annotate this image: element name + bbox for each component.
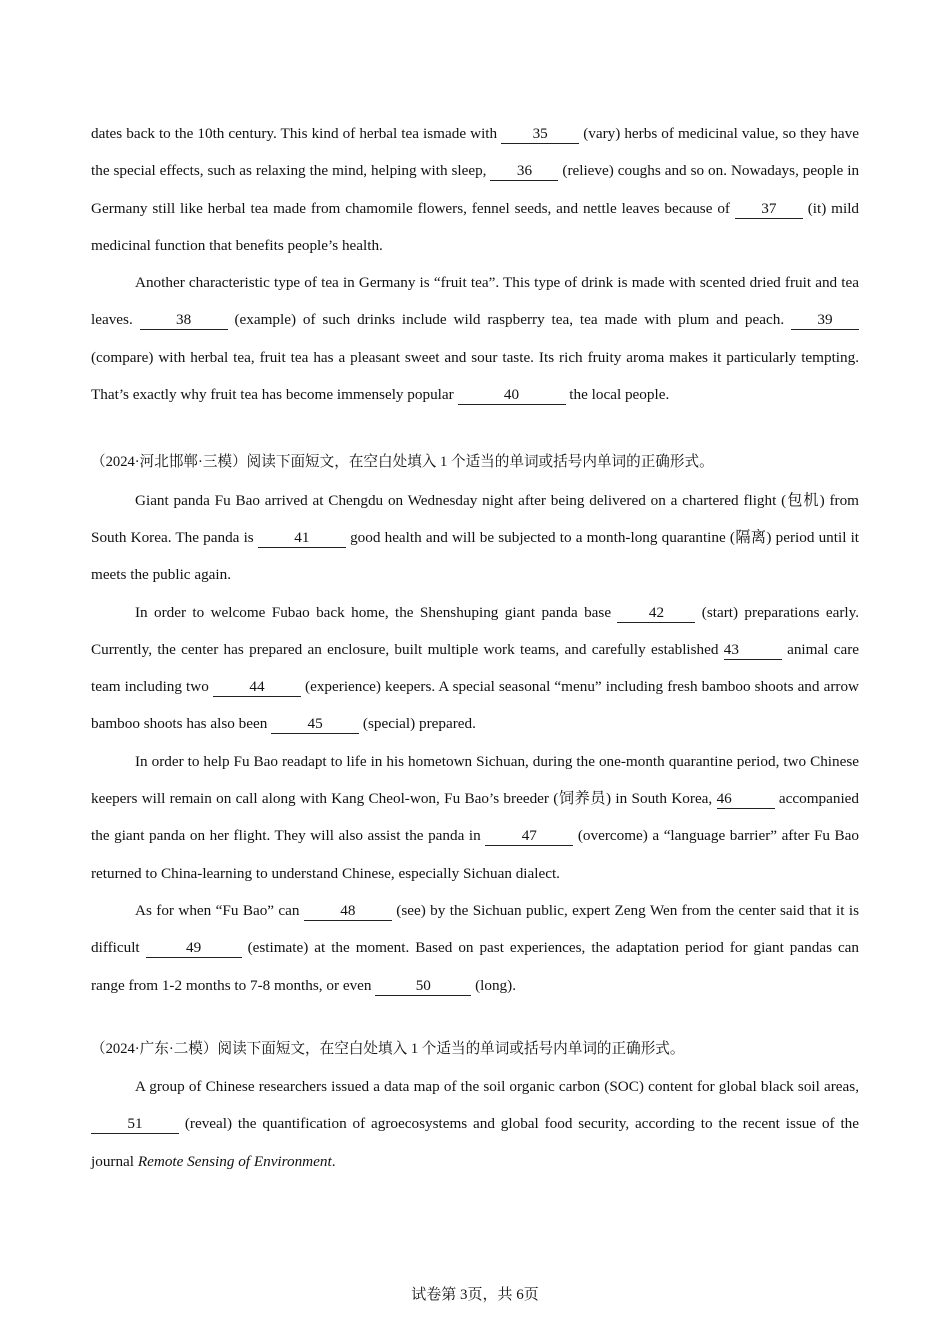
blank-36[interactable]: 36 (490, 162, 558, 181)
blank-49[interactable]: 49 (146, 939, 242, 958)
text: accompanied the giant panda on her flight. They will also assist the panda in (91, 790, 860, 845)
text: In order to help Fu Bao readapt to life in his hometown Sichuan, during the one-month quarantine period, two Chinese keepers will remain on call along with Kang Cheol-won, Fu Bao’s breeder (饲养员) in South Korea, (91, 752, 859, 808)
journal-title: Remote Sensing of Environment (137, 1152, 332, 1170)
text: (experience) keepers. A special seasonal “menu” including fresh bamboo shoots and arrow bamboo shoots has also been (91, 678, 860, 733)
text: (it) mild medicinal function that benefits people’s health. (91, 199, 860, 254)
text: (overcome) a “language barrier” after Fu Bao returned to China-learning to understand Chinese, especially Sichuan dialect. (91, 827, 860, 882)
blank-42[interactable]: 42 (617, 604, 695, 623)
blank-38[interactable]: 38 (140, 311, 228, 330)
document-page (91, 115, 859, 1180)
text: (start) preparations early. Currently, the center has prepared an enclosure, built multiple work teams, and carefully established (91, 603, 859, 658)
blank-48[interactable]: 48 (304, 902, 392, 921)
text: the local people. (569, 386, 670, 404)
page-footer: 试卷第 3页，共 6页 (411, 1287, 539, 1303)
text: (reveal) the quantification of agroecosystems and global food security, according to the recent issue of the journal (91, 1115, 859, 1170)
section-3-header: （2024·广东·二模）阅读下面短文，在空白处填入 1 个适当的单词或括号内单词的正确形式。 (91, 1040, 685, 1057)
blank-37[interactable]: 37 (735, 200, 803, 219)
s2-paragraph-3 (91, 743, 859, 892)
s2-paragraph-4 (91, 892, 859, 1004)
blank-46[interactable]: 46 (717, 790, 775, 809)
text: (vary) herbs of medicinal value, so they have the special effects, such as relaxing the mind, helping with sleep, (91, 125, 860, 180)
text: Another characteristic type of tea in Germany is “fruit tea”. This type of drink is made with scented dried fruit and tea leaves. (91, 274, 859, 329)
text: animal care team including two (91, 640, 859, 696)
blank-35[interactable]: 35 (501, 125, 579, 144)
text: dates back to the 10th century. This kind of herbal tea ismade with (91, 125, 498, 142)
s3-paragraph-1 (91, 1068, 859, 1180)
text: In order to welcome Fubao back home, the Shenshuping giant panda base (135, 603, 612, 621)
text: (special) prepared. (362, 715, 476, 733)
spacer (91, 413, 859, 444)
s2-paragraph-1 (91, 482, 859, 594)
blank-51[interactable]: 51 (91, 1115, 179, 1134)
text: (estimate) at the moment. Based on past experiences, the adaptation period for giant pandas can range from 1-2 months to 7-8 months, or even (91, 939, 860, 994)
text: good health and will be subjected to a month-long quarantine (隔离) period until it meets the public again. (91, 528, 860, 584)
blank-45[interactable]: 45 (271, 715, 359, 734)
s1-paragraph-1 (91, 115, 859, 264)
text: As for when “Fu Bao” can (135, 901, 300, 919)
text: (relieve) coughs and so on. Nowadays, people in Germany still like herbal tea made from chamomile flowers, fennel seeds, and nettle leaves because of (91, 162, 860, 217)
text: (long). (475, 976, 517, 994)
blank-47[interactable]: 47 (485, 827, 573, 846)
blank-44[interactable]: 44 (213, 678, 301, 697)
section-2-header: （2024·河北邯郸·三模）阅读下面短文，在空白处填入 1 个适当的单词或括号内单词的正确形式。 (91, 454, 714, 471)
blank-40[interactable]: 40 (458, 386, 566, 405)
blank-50[interactable]: 50 (375, 977, 471, 996)
blank-43[interactable]: 43 (724, 641, 782, 660)
text: Giant panda Fu Bao arrived at Chengdu on Wednesday night after being delivered on a chartered flight (包机) from South Korea. The panda is (91, 491, 859, 546)
s1-paragraph-2 (91, 264, 859, 413)
text: . (331, 1152, 336, 1170)
s2-paragraph-2 (91, 594, 859, 743)
blank-41[interactable]: 41 (258, 529, 346, 548)
text: A group of Chinese researchers issued a data map of the soil organic carbon (SOC) content for global black soil areas, (135, 1078, 859, 1096)
text: (compare) with herbal tea, fruit tea has a pleasant sweet and sour taste. Its rich fruity aroma makes it particularly tempting. That’s exactly why fruit tea has become immensely popular (91, 348, 859, 404)
spacer (91, 1004, 859, 1031)
text: (example) of such drinks include wild raspberry tea, tea made with plum and peach. (234, 311, 785, 329)
blank-39[interactable]: 39 (791, 311, 859, 330)
text: (see) by the Sichuan public, expert Zeng Wen from the center said that it is difficult (91, 901, 859, 957)
